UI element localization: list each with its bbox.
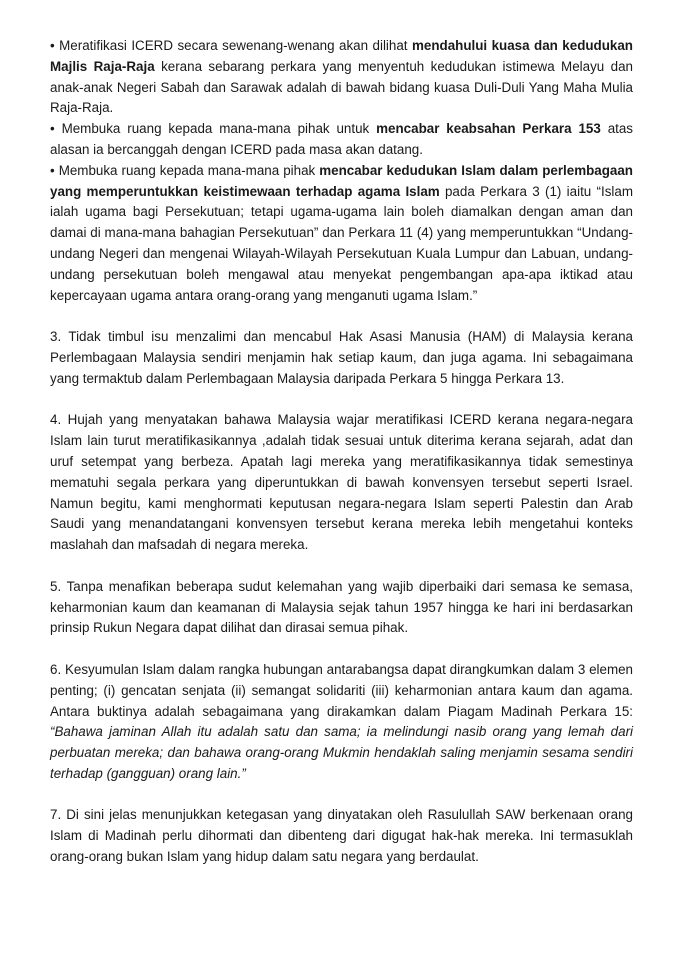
- paragraph-6: [50, 660, 633, 785]
- bullet-kedudukan-islam: [50, 161, 633, 307]
- bullet-emphasis: mendahului kuasa dan kedudukan Majlis Raja-Raja: [50, 38, 633, 74]
- paragraph-3: 3. Tidak timbul isu menzalimi dan mencabul Hak Asasi Manusia (HAM) di Malaysia kerana Perlembagaan Malaysia sendiri menjamin hak setiap kaum, dan juga agama. Ini sebagaimana yang termaktub dalam Perlembagaan Malaysia daripada Perkara 5 hingga Perkara 13.: [50, 329, 633, 386]
- bullet-majlis-raja-raja: [50, 36, 633, 119]
- bullet-emphasis: mencabar kedudukan Islam dalam perlembagaan yang memperuntukkan keistimewaan terhadap agama Islam: [50, 162, 633, 199]
- paragraph-spacer: [50, 306, 633, 327]
- paragraph-text: 6. Kesyumulan Islam dalam rangka hubungan antarabangsa dapat dirangkumkan dalam 3 elemen penting; (i) gencatan senjata (ii) semangat solidariti (iii) keharmonian antara kaum dan agama. Antara buktinya adalah sebagaimana yang dirakamkan dalam Piagam Madinah Perkara 15:: [50, 661, 633, 719]
- paragraph-5: 5. Tanpa menafikan beberapa sudut kelemahan yang wajib diperbaiki dari semasa ke semasa, keharmonian kaum dan keamanan di Malaysia sejak tahun 1957 hingga ke hari ini berdasarkan prinsip Rukun Negara dapat dilihat dan dirasai semua pihak.: [50, 578, 633, 636]
- paragraph-7: 7. Di sini jelas menunjukkan ketegasan yang dinyatakan oleh Rasulullah SAW berkenaan orang Islam di Madinah perlu dihormati dan dibenteng dari digugat hak-hak mereka. Ini termasuklah orang-orang bukan Islam yang hidup dalam satu negara yang berdaulat.: [50, 807, 633, 865]
- bullet-text: atas alasan ia bercanggah dengan ICERD pada masa akan datang.: [50, 121, 633, 157]
- bullet-text: • Membuka ruang kepada mana-mana pihak: [50, 162, 320, 178]
- paragraph-spacer: [50, 556, 633, 577]
- piagam-madinah-quote: “Bahawa jaminan Allah itu adalah satu dan sama; ia melindungi nasib orang yang lemah dari perbuatan mereka; dan bahawa orang-orang Mukmin hendaklah saling menjamin sesama sendiri terhadap (gangguan) orang lain.”: [50, 724, 633, 781]
- paragraph-4: 4. Hujah yang menyatakan bahawa Malaysia wajar meratifikasi ICERD kerana negara-negara Islam lain turut meratifikasikannya ,adalah tidak sesuai untuk diterima kerana sejarah, adat dan uruf setempat yang berbeza. Apatah lagi mereka yang meratifikasikannya tidak semestinya mematuhi segala perkara yang diperuntukkan di bawah konvensyen tersebut seperti Israel. Namun begitu, kami menghormati keputusan negara-negara Islam seperti Palestin dan Arab Saudi yang menandatangani konvensyen tersebut kerana mereka lebih mengetahui konteks maslahah dan mafsadah di negara mereka.: [50, 412, 633, 553]
- paragraph-spacer: [50, 390, 633, 411]
- bullet-text: pada Perkara 3 (1) iaitu “Islam ialah ugama bagi Persekutuan; tetapi ugama-ugama lain boleh diamalkan dengan aman dan damai di mana-mana bahagian Persekutuan” dan Perkara 11 (4) yang memperuntukkan “Undang-undang Negeri dan mengenai Wilayah-Wilayah Persekutuan Kuala Lumpur dan Labuan, undang-undang persekutuan boleh mengawal atau menyekat pengembangan apa-apa iktikad atau kepercayaan ugama antara orang-orang yang menganuti ugama Islam.”: [50, 183, 634, 303]
- bullet-text: • Meratifikasi ICERD secara sewenang-wenang akan dilihat: [50, 38, 412, 53]
- paragraph-spacer: [50, 785, 633, 806]
- paragraph-spacer: [50, 639, 633, 660]
- bullet-text: kerana sebarang perkara yang menyentuh kedudukan istimewa Melayu dan anak-anak Negeri Sabah dan Sarawak adalah di bawah bidang kuasa Duli-Duli Yang Maha Mulia Raja-Raja.: [50, 58, 633, 116]
- bullet-perkara-153: [50, 119, 633, 161]
- bullet-text: • Membuka ruang kepada mana-mana pihak untuk: [50, 121, 377, 137]
- bullet-emphasis: mencabar keabsahan Perkara 153: [376, 121, 601, 137]
